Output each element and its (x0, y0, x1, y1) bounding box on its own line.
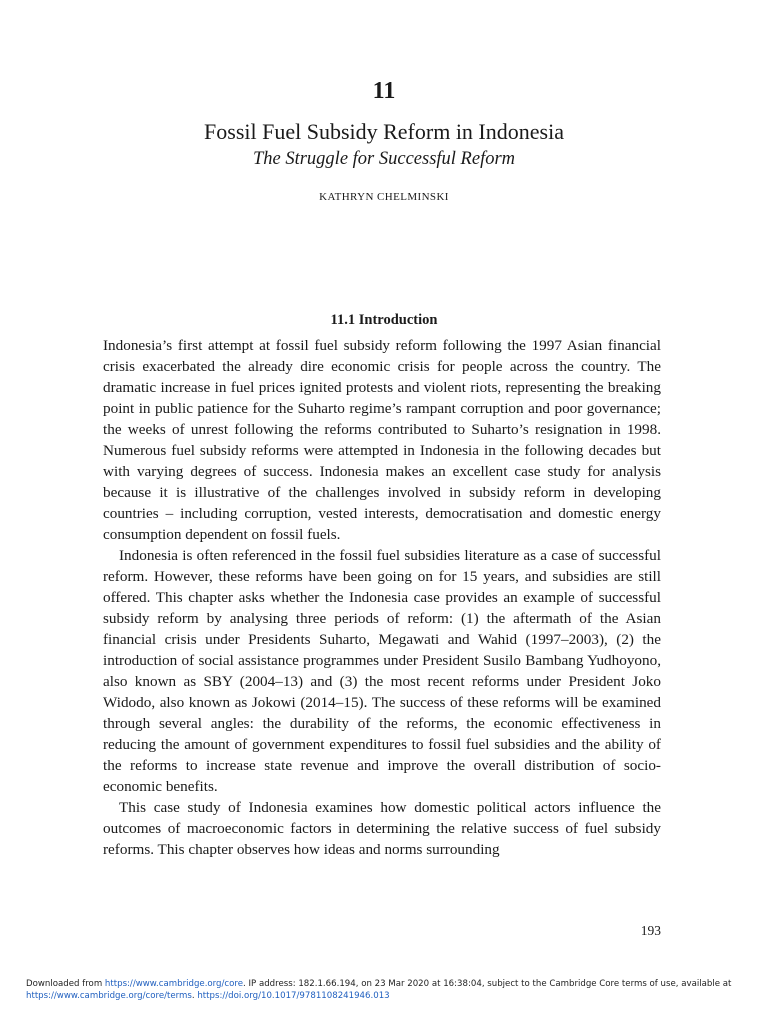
chapter-number: 11 (372, 78, 396, 104)
section-heading: 11.1 Introduction (330, 312, 438, 328)
author-name: KATHRYN CHELMINSKI (319, 191, 449, 203)
download-footer (26, 978, 746, 1002)
page-number: 193 (640, 923, 661, 938)
paragraph: This case study of Indonesia examines how domestic political actors influence the outcomes of macroeconomic factors in determining the relative success of fuel subsidy reforms. This chapter observes how ideas and norms surrounding (103, 799, 661, 858)
footer-downloaded-label: Downloaded from (26, 979, 105, 989)
body-text (103, 335, 661, 860)
doi-link[interactable]: https://doi.org/10.1017/9781108241946.013 (197, 991, 390, 1001)
footer-separator: . (191, 991, 198, 1001)
chapter-title: Fossil Fuel Subsidy Reform in Indonesia (204, 119, 564, 144)
core-link[interactable]: https://www.cambridge.org/core (104, 979, 244, 989)
terms-link[interactable]: https://www.cambridge.org/core/terms (26, 991, 192, 1001)
paragraph: Indonesia is often referenced in the fossil fuel subsidies literature as a case of successful reform. However, these reforms have been going on for 15 years, and subsidies are still offered. This chapter asks whether the Indonesia case provides an example of successful subsidy reform by analysing three periods of reform: (1) the aftermath of the Asian financial crisis under Presidents Suharto, Megawati and Wahid (1997–2003), (2) the introduction of social assistance programmes under President Susilo Bambang Yudhoyono, also known as SBY (2004–13) and (3) the most recent reforms under President Joko Widodo, also known as Jokowi (2014–15). The success of these reforms will be examined through several angles: the durability of the reforms, the economic effectiveness in reducing the amount of government expenditures to fossil fuel subsidies and the ability of the reforms to increase state revenue and improve the overall distribution of socio-economic benefits. (103, 547, 661, 795)
chapter-subtitle: The Struggle for Successful Reform (252, 149, 516, 169)
paragraph: Indonesia’s first attempt at fossil fuel subsidy reform following the 1997 Asian financial crisis exacerbated the already dire economic crisis for people across the country. The dramatic increase in fuel prices ignited protests and violent riots, representing the breaking point in public patience for the Suharto regime’s rampant corruption and poor governance; the weeks of unrest following the reforms contributed to Suharto’s resignation in 1998. Numerous fuel subsidy reforms were attempted in Indonesia in the following decades but with varying degrees of success. Indonesia makes an excellent case study for analysis because it is illustrative of the challenges involved in subsidy reform in developing countries – including corruption, vested interests, democratisation and domestic energy consumption dependent on fossil fuels. (103, 337, 661, 543)
footer-ip-text: . IP address: 182.1.66.194, on 23 Mar 2020 at 16:38:04, subject to the Cambridge Core terms of use, available at (243, 979, 732, 989)
